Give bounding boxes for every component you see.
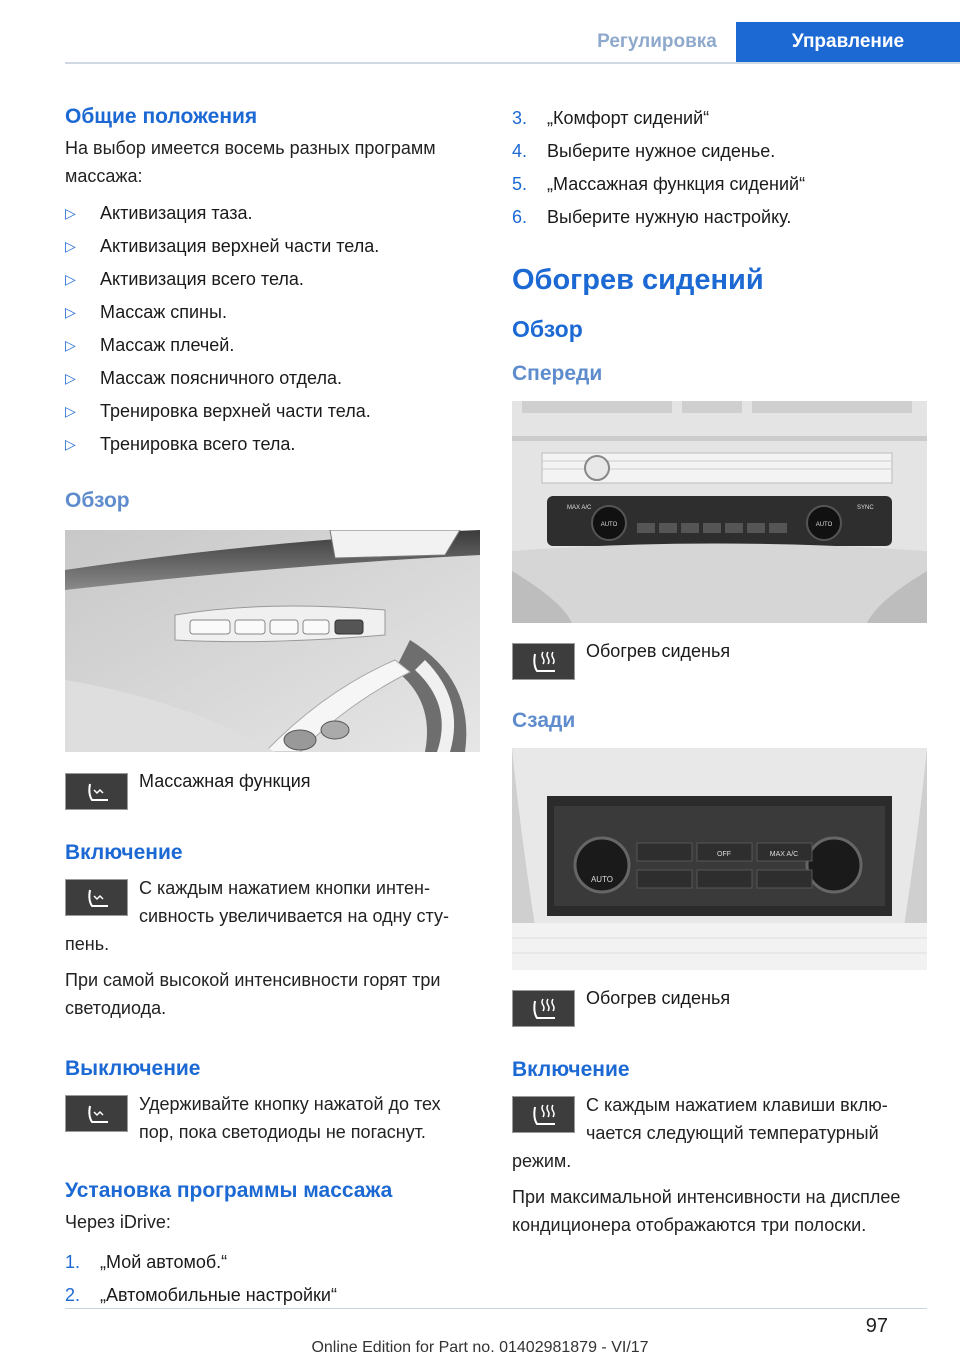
triangle-bullet-icon: ▷ <box>65 337 76 353</box>
on-text-right: С каждым нажатием клавиши включается следующий температурный режим. <box>512 1095 888 1171</box>
list-item: 6. Выберите нужную настройку. <box>512 207 792 227</box>
list-item: ▷ Массаж спины. <box>65 298 480 326</box>
front-climate-panel-photo <box>512 401 927 623</box>
section-title-general: Общие положения <box>65 105 258 128</box>
rear-max-label: MAX A/C <box>769 851 799 858</box>
door-massage-button-photo <box>65 530 480 752</box>
list-item: 5. „Массажная функция сидений“ <box>512 174 806 194</box>
list-item: ▷ Активизация таза. <box>65 199 480 227</box>
heating-title: Обогрев сидений <box>512 264 764 296</box>
on-title-left: Включение <box>65 841 183 864</box>
list-item: ▷ Массаж поясничного отдела. <box>65 364 480 392</box>
seat-heating-icon <box>512 643 575 680</box>
steps-list-right <box>512 104 927 231</box>
triangle-bullet-icon: ▷ <box>65 238 76 254</box>
left-column <box>65 100 480 1314</box>
tab-upravlenie[interactable]: Управление <box>736 22 960 62</box>
front-auto-label-right: AUTO <box>815 522 833 528</box>
on-title-right: Включение <box>512 1058 630 1081</box>
list-item: ▷ Активизация верхней части тела. <box>65 232 480 260</box>
triangle-bullet-icon: ▷ <box>65 271 76 287</box>
triangle-bullet-icon: ▷ <box>65 370 76 386</box>
rear-title: Сзади <box>512 709 576 732</box>
triangle-bullet-icon: ▷ <box>65 205 76 221</box>
massage-function-legend <box>65 773 480 810</box>
online-edition-text: Online Edition for Part no. 01402981879 - VI/17 <box>311 1339 649 1356</box>
overview-title-left: Обзор <box>65 489 130 512</box>
on-text2-right: При максимальной интенсивности на дисплее кондиционера отображаются три полоски. <box>512 1187 901 1235</box>
general-text: На выбор имеется восемь разных программ массажа: <box>65 138 436 186</box>
front-sync-label: SYNC <box>857 505 874 511</box>
footer-divider <box>65 1308 927 1309</box>
rear-off-label: OFF <box>717 851 731 858</box>
list-item: 1. „Мой автомоб.“ <box>65 1252 228 1272</box>
rear-climate-panel-photo <box>512 748 927 970</box>
triangle-bullet-icon: ▷ <box>65 304 76 320</box>
rear-heating-legend <box>512 990 927 1027</box>
list-item: 4. Выберите нужное сиденье. <box>512 141 776 161</box>
massage-seat-icon <box>65 879 128 916</box>
list-item: ▷ Тренировка верхней части тела. <box>65 397 480 425</box>
program-text: Через iDrive: <box>65 1212 171 1232</box>
seat-heating-icon <box>512 1096 575 1133</box>
massage-seat-icon <box>65 773 128 810</box>
front-auto-label: AUTO <box>600 522 618 528</box>
massage-seat-icon <box>65 1095 128 1132</box>
front-title: Спереди <box>512 362 603 385</box>
on-text-left: С каждым нажатием кнопки интенсивность увеличивается на одну ступень. <box>65 878 449 954</box>
front-heating-legend <box>512 643 927 680</box>
list-item: ▷ Массаж плечей. <box>65 331 480 359</box>
list-item: ▷ Активизация всего тела. <box>65 265 480 293</box>
rear-auto-label: AUTO <box>590 875 614 884</box>
list-item: 2. „Автомобильные настройки“ <box>65 1285 337 1305</box>
header-divider <box>65 62 960 64</box>
triangle-bullet-icon: ▷ <box>65 403 76 419</box>
off-title-left: Выключение <box>65 1057 201 1080</box>
seat-heating-icon <box>512 990 575 1027</box>
triangle-bullet-icon: ▷ <box>65 436 76 452</box>
overview-title-right: Обзор <box>512 316 583 342</box>
right-column <box>512 104 927 1239</box>
massage-programs-list <box>65 199 480 458</box>
steps-list-left <box>65 1248 480 1309</box>
off-text-left: Удерживайте кнопку нажатой до тех пор, пока светодиоды не погаснут. <box>65 1090 480 1146</box>
massage-function-caption: Массажная функция <box>139 771 311 791</box>
front-max-label: MAX A/C <box>567 505 592 511</box>
program-title: Установка программы массажа <box>65 1179 393 1202</box>
tab-regulirovka[interactable]: Регулировка <box>597 31 717 52</box>
page-number: 97 <box>865 1315 888 1337</box>
rear-heating-caption: Обогрев сиденья <box>586 988 731 1008</box>
list-item: 3. „Комфорт сидений“ <box>512 108 710 128</box>
on-text2-left: При самой высокой интенсивности горят три светодиода. <box>65 970 441 1018</box>
list-item: ▷ Тренировка всего тела. <box>65 430 480 458</box>
front-heating-caption: Обогрев сиденья <box>586 641 731 661</box>
